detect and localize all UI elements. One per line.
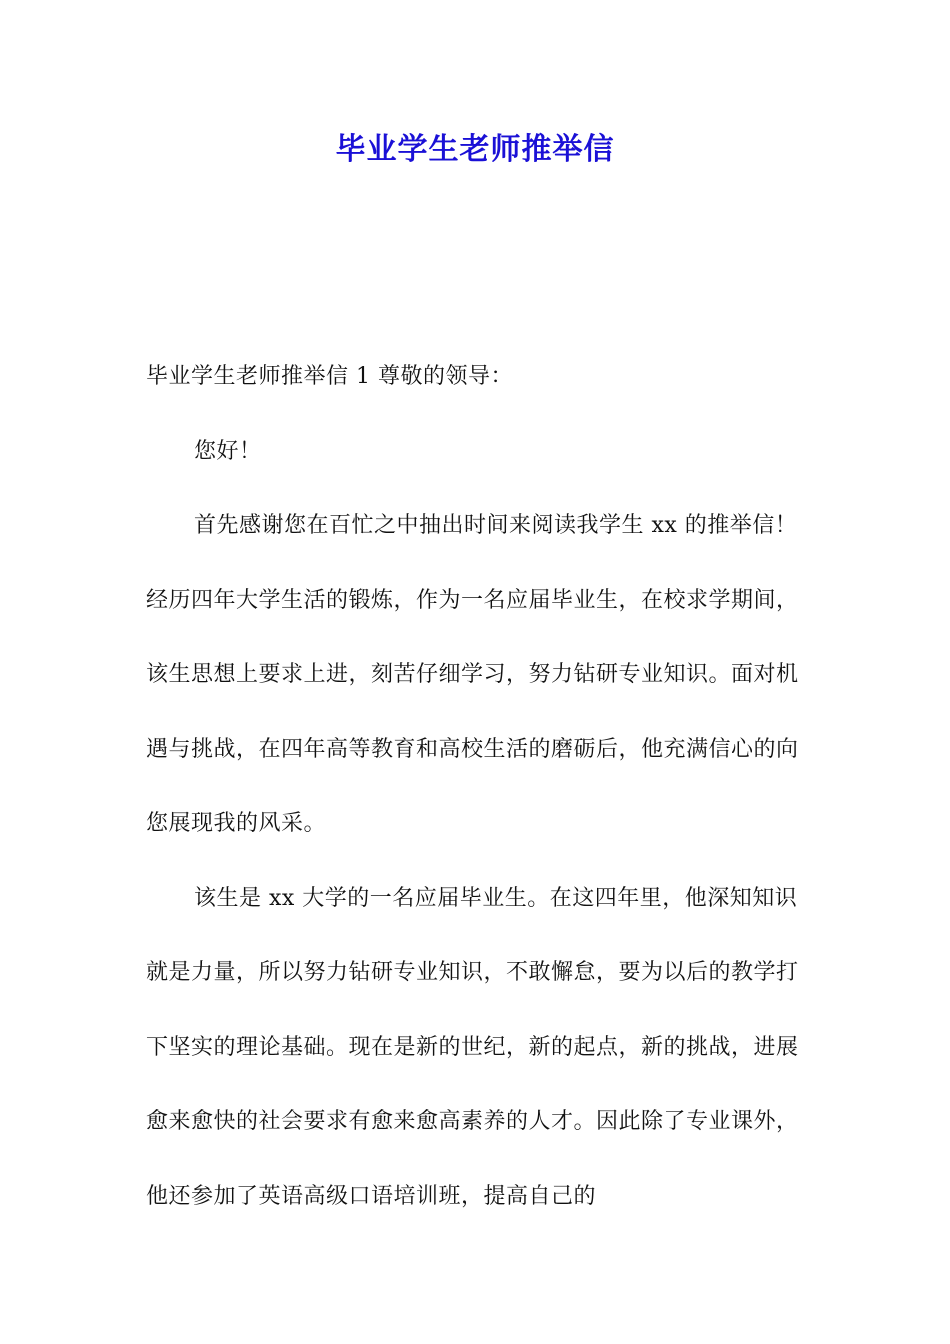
document-title: 毕业学生老师推举信 bbox=[335, 132, 615, 167]
greeting-paragraph: 您好！ bbox=[194, 438, 262, 464]
document-body bbox=[146, 340, 812, 1234]
body-paragraph-1: 首先感谢您在百忙之中抽出时间来阅读我学生 xx 的推举信！经历四年大学生活的锻炼，作为一名应届毕业生，在校求学期间，该生思想上要求上进，刻苦仔细学习，努力钻研专业知识。面对机遇与挑战，在四年高等教育和高校生活的磨砺后，他充满信心的向您展现我的风采。 bbox=[146, 513, 799, 836]
body-paragraph-2: 该生是 xx 大学的一名应届毕业生。在这四年里，他深知知识就是力量，所以努力钻研专业知识，不敢懈怠，要为以后的教学打下坚实的理论基础。现在是新的世纪，新的起点，新的挑战，进展愈来愈快的社会要求有愈来愈高素养的人才。因此除了专业课外，他还参加了英语高级口语培训班，提高自己的 bbox=[146, 885, 799, 1209]
salutation-paragraph: 毕业学生老师推举信 1 尊敬的领导： bbox=[146, 364, 513, 389]
